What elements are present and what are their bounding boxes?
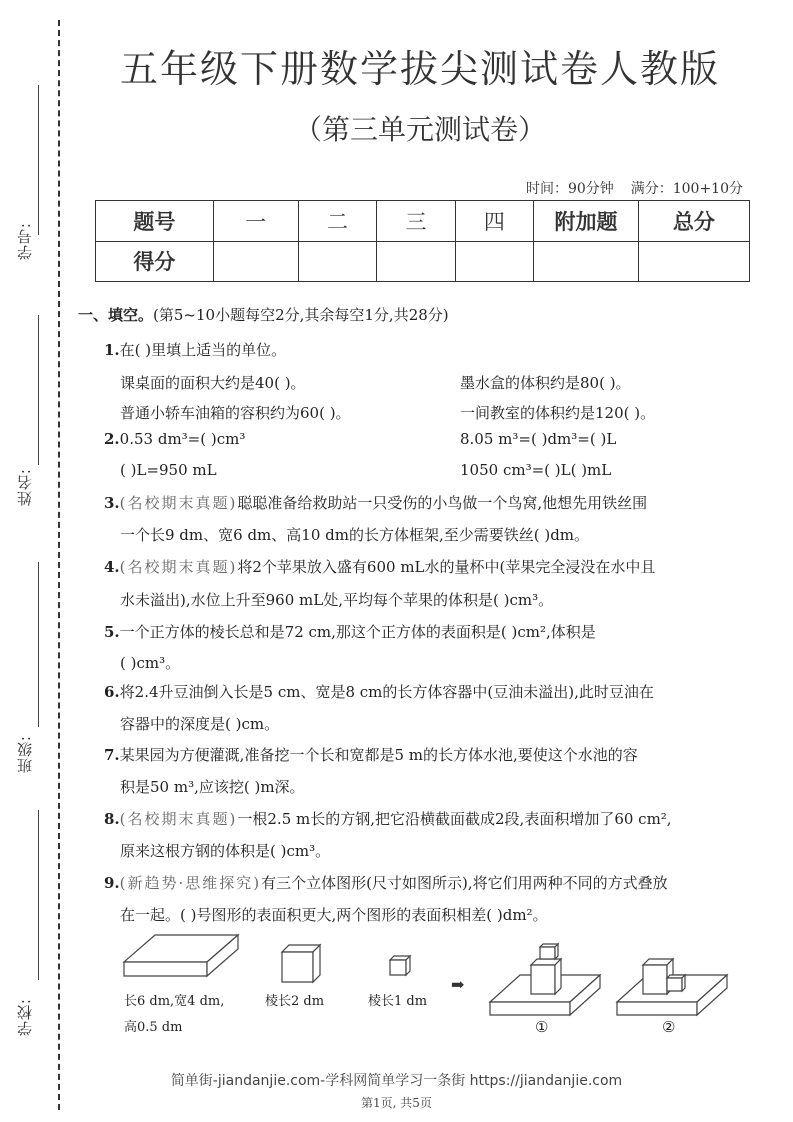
section-1-note: (第5~10小题每空2分,其余每空1分,共28分) [153, 306, 449, 324]
score-table-header-row [96, 201, 750, 242]
q9-source-tag: (新趋势·思维探究) [119, 874, 262, 892]
q6-line-1-text: 将2.4升豆油倒入长是5 cm、宽是8 cm的长方体容器中(豆油未溢出),此时豆油在 [119, 683, 654, 701]
option-2-label: ② [662, 1018, 676, 1036]
q4-source-tag: (名校期末真题) [119, 558, 238, 576]
school-label: 学校: [16, 998, 34, 1037]
q7-number: 7. [104, 746, 120, 764]
q1-item-c: 普通小轿车油箱的容积约为60( )。 [120, 404, 351, 422]
q5-line-2: ( )cm³。 [120, 654, 181, 672]
q4-number: 4. [104, 558, 120, 576]
header-cell-bonus: 附加题 [534, 201, 639, 242]
cube-1dm-label: 棱长1 dm [368, 994, 428, 1009]
q8-line-2: 原来这根方钢的体积是( )cm³。 [120, 842, 331, 860]
q3-line-1 [104, 492, 647, 513]
q3-line-2: 一个长9 dm、宽6 dm、高10 dm的长方体框架,至少需要铁丝( )dm。 [120, 526, 590, 544]
page-title: 五年级下册数学拔尖测试卷人教版 [119, 47, 720, 91]
q1-stem [104, 339, 286, 360]
school-line[interactable] [38, 810, 39, 980]
score-table [95, 200, 750, 282]
q2-item-b: 8.05 m³=( )dm³=( )L [460, 430, 617, 448]
cut-line [58, 20, 60, 1110]
student-id-label: 学号: [16, 222, 34, 261]
score-cell-1[interactable] [213, 241, 298, 282]
q2-number: 2. [104, 430, 120, 448]
page-number: 第1页, 共5页 [361, 1096, 432, 1110]
q9-line-1 [104, 872, 668, 893]
q4-line-1 [104, 556, 655, 577]
exam-meta [526, 178, 743, 198]
score-cell-2[interactable] [298, 241, 376, 282]
solids-diagram [110, 930, 750, 1040]
q9-number: 9. [104, 874, 120, 892]
section-1-heading [78, 304, 449, 325]
class-label: 班级: [16, 735, 34, 774]
score-row-label: 得分 [96, 241, 214, 282]
q3-source-tag: (名校期末真题) [119, 494, 238, 512]
q5-number: 5. [104, 623, 120, 641]
q4-line-1-text: 将2个苹果放入盛有600 mL水的量杯中(苹果完全浸没在水中且 [237, 558, 656, 576]
score-cell-4[interactable] [455, 241, 533, 282]
q2-item-a-text: 0.53 dm³=( )cm³ [119, 430, 246, 448]
exam-full-score: 满分：100+10分 [630, 181, 743, 197]
q7-line-1-text: 某果园为方便灌溉,准备挖一个长和宽都是5 m的长方体水池,要使这个水池的容 [119, 746, 638, 764]
binding-margin [0, 0, 70, 1122]
q2-item-a [104, 430, 245, 448]
q2-item-c: ( )L=950 mL [120, 461, 217, 479]
q9-line-1-text: 有三个立体图形(尺寸如图所示),将它们用两种不同的方式叠放 [261, 874, 668, 892]
header-cell-2: 二 [298, 201, 376, 242]
q5-line-1-text: 一个正方体的棱长总和是72 cm,那这个正方体的表面积是( )cm²,体积是 [119, 623, 596, 641]
q8-line-1-text: 一根2.5 m长的方钢,把它沿横截面截成2段,表面积增加了60 cm², [237, 810, 672, 828]
q6-line-2: 容器中的深度是( )cm。 [120, 715, 280, 733]
q7-line-2: 积是50 m³,应该挖( )m深。 [120, 778, 305, 796]
q9-figures [110, 930, 750, 1040]
header-cell-1: 一 [213, 201, 298, 242]
slab-label-2: 高0.5 dm [124, 1020, 183, 1035]
name-label: 姓名: [16, 468, 34, 507]
section-1-title: 一、填空。 [78, 306, 154, 324]
q1-stem-text: 在( )里填上适当的单位。 [119, 341, 287, 359]
q1-item-d: 一间教室的体积约是120( )。 [460, 404, 656, 422]
q8-line-1 [104, 808, 672, 829]
q3-number: 3. [104, 494, 120, 512]
score-table-score-row [96, 241, 750, 282]
header-cell-4: 四 [455, 201, 533, 242]
arrow-right-icon: ➡ [451, 975, 465, 994]
q3-line-1-text: 聪聪准备给救助站一只受伤的小鸟做一个鸟窝,他想先用铁丝围 [237, 494, 648, 512]
q4-line-2: 水未溢出),水位上升至960 mL处,平均每个苹果的体积是( )cm³。 [120, 591, 554, 609]
q6-line-1 [104, 681, 654, 702]
q6-number: 6. [104, 683, 120, 701]
header-cell-item: 题号 [96, 201, 214, 242]
class-line[interactable] [38, 562, 39, 727]
name-line[interactable] [38, 315, 39, 465]
header-cell-3: 三 [377, 201, 455, 242]
exam-time: 时间：90分钟 [525, 181, 614, 197]
q5-line-1 [104, 621, 596, 642]
score-cell-bonus[interactable] [534, 241, 639, 282]
q1-number: 1. [104, 341, 120, 359]
page-subtitle: （第三单元测试卷） [293, 113, 546, 146]
q7-line-1 [104, 744, 638, 765]
q2-item-d: 1050 cm³=( )L( )mL [460, 461, 612, 479]
option-1-label: ① [535, 1018, 549, 1036]
q1-item-b: 墨水盒的体积约是80( )。 [460, 374, 631, 392]
slab-label-1: 长6 dm,宽4 dm, [124, 994, 225, 1009]
score-cell-total[interactable] [638, 241, 749, 282]
q9-line-2: 在一起。( )号图形的表面积更大,两个图形的表面积相差( )dm²。 [120, 906, 548, 924]
q1-item-a: 课桌面的面积大约是40( )。 [120, 374, 306, 392]
q8-source-tag: (名校期末真题) [119, 810, 238, 828]
student-id-line[interactable] [38, 85, 39, 235]
header-cell-total: 总分 [638, 201, 749, 242]
footer-watermark: 简单街-jiandanjie.com-学科网简单学习一条街 https://jiandanjie.com [170, 1073, 623, 1089]
q8-number: 8. [104, 810, 120, 828]
score-cell-3[interactable] [377, 241, 455, 282]
cube-2dm-label: 棱长2 dm [265, 994, 325, 1009]
